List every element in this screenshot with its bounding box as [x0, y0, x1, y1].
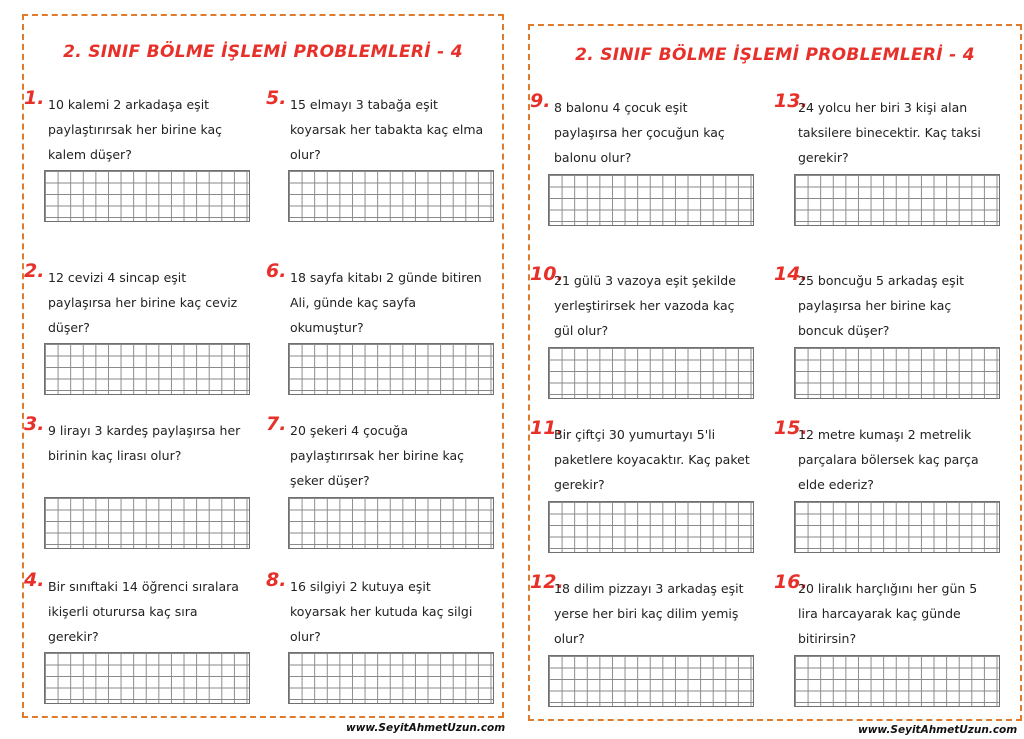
problem-number: 10. [530, 263, 564, 285]
problem-number: 2. [24, 260, 45, 282]
problem-text: 15 elmayı 3 tabağa eşit koyarsak her tabakta kaç elma olur? [290, 97, 484, 162]
right-footer-url: www.SeyitAhmetUzun.com [858, 724, 1018, 736]
answer-grid [288, 170, 494, 222]
answer-grid [794, 174, 1000, 226]
problem-number: 5. [266, 87, 287, 109]
problem-number: 6. [266, 260, 287, 282]
problem-number: 15. [774, 417, 808, 439]
problem-number: 16. [774, 571, 808, 593]
answer-grid [794, 347, 1000, 399]
answer-grid [44, 652, 250, 704]
left-page-title: 2. SINIF BÖLME İŞLEMİ PROBLEMLERİ - 4 [63, 42, 463, 62]
problem-text: 21 gülü 3 vazoya eşit şekilde yerleştirirsek her vazoda kaç gül olur? [554, 273, 736, 338]
problem-number: 1. [24, 87, 45, 109]
answer-grid [288, 497, 494, 549]
answer-grid [794, 501, 1000, 553]
problem-number: 9. [530, 90, 551, 112]
answer-grid [44, 170, 250, 222]
problem-text: 20 şekeri 4 çocuğa paylaştırırsak her birine kaç şeker düşer? [290, 423, 465, 488]
problem-number: 4. [24, 569, 45, 591]
problem-text: 24 yolcu her biri 3 kişi alan taksilere binecektir. Kaç taksi gerekir? [798, 100, 981, 165]
answer-grid [44, 343, 250, 395]
right-page-title: 2. SINIF BÖLME İŞLEMİ PROBLEMLERİ - 4 [575, 45, 975, 65]
answer-grid [548, 347, 754, 399]
problem-number: 13. [774, 90, 808, 112]
problem-text: 12 metre kumaşı 2 metrelik parçalara bölersek kaç parça elde ederiz? [798, 427, 979, 492]
problem-text: 25 boncuğu 5 arkadaş eşit paylaşırsa her birine kaç boncuk düşer? [798, 273, 965, 338]
problem-text: Bir sınıftaki 14 öğrenci sıralara ikişerli oturursa kaç sıra gerekir? [48, 579, 239, 644]
problem-number: 14. [774, 263, 808, 285]
problem-text: 18 dilim pizzayı 3 arkadaş eşit yerse her biri kaç dilim yemiş olur? [554, 581, 744, 646]
problem-number: 7. [266, 413, 287, 435]
left-footer-url: www.SeyitAhmetUzun.com [346, 722, 506, 734]
problem-text: 8 balonu 4 çocuk eşit paylaşırsa her çocuğun kaç balonu olur? [554, 100, 725, 165]
problem-number: 8. [266, 569, 287, 591]
answer-grid [794, 655, 1000, 707]
problem-number: 3. [24, 413, 45, 435]
problem-text: 9 lirayı 3 kardeş paylaşırsa her birinin kaç lirası olur? [48, 423, 241, 463]
problem-number: 12. [530, 571, 564, 593]
answer-grid [288, 343, 494, 395]
answer-grid [548, 174, 754, 226]
problem-text: 20 liralık harçlığını her gün 5 lira harcayarak kaç günde bitirirsin? [798, 581, 978, 646]
answer-grid [288, 652, 494, 704]
answer-grid [548, 655, 754, 707]
answer-grid [548, 501, 754, 553]
problem-text: 12 cevizi 4 sincap eşit paylaşırsa her birine kaç ceviz düşer? [48, 270, 238, 335]
answer-grid [44, 497, 250, 549]
problem-text: 16 silgiyi 2 kutuya eşit koyarsak her kutuda kaç silgi olur? [290, 579, 473, 644]
problem-number: 11. [530, 417, 564, 439]
problem-text: Bir çiftçi 30 yumurtayı 5'li paketlere koyacaktır. Kaç paket gerekir? [554, 427, 750, 492]
problem-text: 10 kalemi 2 arkadaşa eşit paylaştırırsak her birine kaç kalem düşer? [48, 97, 223, 162]
problem-text: 18 sayfa kitabı 2 günde bitiren Ali, günde kaç sayfa okumuştur? [290, 270, 482, 335]
